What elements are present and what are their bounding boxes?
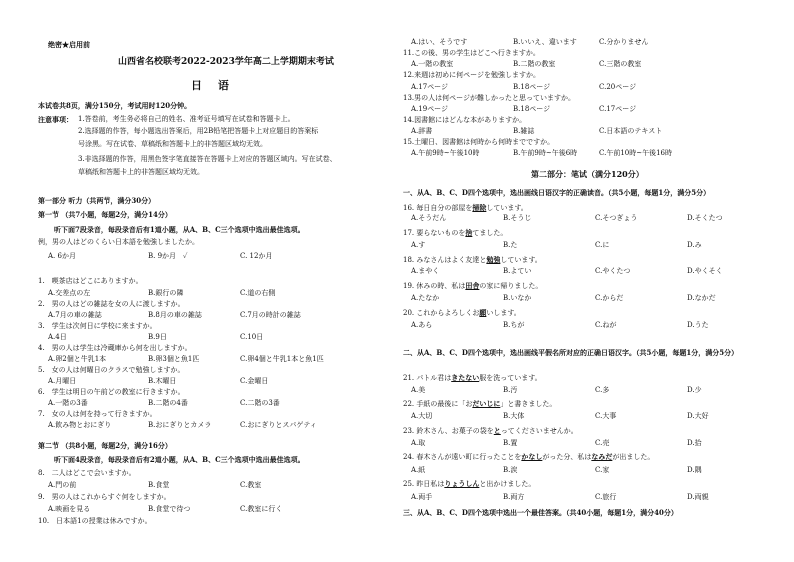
option: C.多 xyxy=(595,386,610,394)
option: A.大切 xyxy=(411,412,433,420)
sec1-instruction: 听下面7段录音，每段录音后有1道小题，从A、B、C三个选项中选出最佳选项。 xyxy=(54,225,305,234)
option: C.三階の教室 xyxy=(599,60,642,68)
option: A.卵2個と牛乳1本 xyxy=(48,355,107,363)
question: 16. 毎日自分の部屋を掃除しています。 xyxy=(403,203,528,212)
option: C.分かりません xyxy=(599,38,649,46)
option: C.旅行 xyxy=(595,493,617,501)
question: 4. 男の人は学生は冷蔵庫から何を出しますか。 xyxy=(38,344,192,352)
option: B.いいえ、違います xyxy=(513,38,577,46)
option: C.教室 xyxy=(240,481,262,489)
question: 10. 日本語1の授業は休みですか。 xyxy=(38,517,152,525)
secB-heading: 二、从A、B、C、D四个选项中，选出画线平假名所对应的正确日语汉字。（共5小题，每题1分，满分5分） xyxy=(403,348,739,357)
question: 24. 春木さんが遠い町に行ったことをかなしがった分、私はなみだが出ました。 xyxy=(403,452,655,461)
sec2-heading: 第二节 （共8小题，每题2分，满分16分） xyxy=(38,441,172,450)
option: B.卵3個と魚1匹 xyxy=(148,355,200,363)
option: A.辞書 xyxy=(411,127,433,135)
question: 13.男の人は何ページが難しかったと思っていますか。 xyxy=(403,94,575,102)
option: C.20ページ xyxy=(599,83,637,91)
option: B.二階の4番 xyxy=(148,399,188,407)
option: D.み xyxy=(687,241,702,249)
option: C.10日 xyxy=(240,333,264,341)
option: C.金曜日 xyxy=(240,377,269,385)
option: B.汚 xyxy=(503,386,518,394)
option: A.7月の車の雑誌 xyxy=(48,311,102,319)
question: 15.土曜日、図書館は何時から何時までですか。 xyxy=(403,138,555,146)
option: C.からだ xyxy=(595,294,624,302)
question: 3. 学生は次何日に学校に来ますか。 xyxy=(38,322,157,330)
question: 2. 男の人はどの雑誌を女の人に渡しますか。 xyxy=(38,300,185,308)
option: C.家 xyxy=(595,466,610,474)
question: 7. 女の人は何を持って行きますか。 xyxy=(38,410,157,418)
option: B.18ページ xyxy=(513,105,551,113)
option: D.やくそく xyxy=(687,267,723,275)
option: B.8月の車の雑誌 xyxy=(148,311,202,319)
option: D.そくたつ xyxy=(687,214,723,222)
option: D.うた xyxy=(687,321,709,329)
option: B.銀行の隣 xyxy=(148,289,184,297)
example-option: A. 6か月 xyxy=(48,252,76,260)
option: C.7月の時計の雑誌 xyxy=(240,311,301,319)
option: A.一階の教室 xyxy=(411,60,454,68)
option: C.おにぎりとスパゲティ xyxy=(240,421,317,429)
option: A.4日 xyxy=(48,333,67,341)
option: B.いなか xyxy=(503,294,532,302)
option: B.食堂で待つ xyxy=(148,505,191,513)
option: D.なかだ xyxy=(687,294,716,302)
option: A.飲み物とおにぎり xyxy=(48,421,112,429)
example-option: B. 9か月 ✓ xyxy=(148,252,188,260)
option: D.少 xyxy=(687,386,702,394)
option: C.に xyxy=(595,241,610,249)
question: 22. 手紙の最後に「おだいじに」と書きました。 xyxy=(403,399,557,408)
example-question: 例，男の人はどのくらい日本語を勉強しましたか。 xyxy=(38,238,199,246)
option: C.17ページ xyxy=(599,105,637,113)
sec1-heading: 第一节 （共7小题，每题2分，满分14分） xyxy=(38,210,172,219)
notice-line: 1.答卷前，考生务必将自己的姓名、准考证号填写在试卷和答题卡上。 xyxy=(78,115,295,123)
option: B.置 xyxy=(503,439,518,447)
option: A.紙 xyxy=(411,466,426,474)
question: 1. 喫茶店はどこにありますか。 xyxy=(38,277,143,285)
question: 23. 鈴木さん、お菓子の袋をとってくださいませんか。 xyxy=(403,426,578,435)
option: A.取 xyxy=(411,439,426,447)
notice-label: 注意事项： xyxy=(38,115,73,124)
option: C.日本語のテキスト xyxy=(599,127,663,135)
option: B.雑誌 xyxy=(513,127,535,135)
question: 21. パトル君はきたない服を洗っています。 xyxy=(403,373,542,382)
option: C.売 xyxy=(595,439,610,447)
option: B.木曜日 xyxy=(148,377,177,385)
option: A.はい、そうです xyxy=(411,38,468,46)
question: 17. 要らないものを捨てました。 xyxy=(403,228,508,237)
option: C.二階の3番 xyxy=(240,399,280,407)
option: B.二階の教室 xyxy=(513,60,556,68)
notice-line: 草稿纸和答题卡上的非答题区域均无效。 xyxy=(78,168,204,176)
question: 6. 学生は明日の午前どの教室に行きますか。 xyxy=(38,388,185,396)
option: B.両方 xyxy=(503,493,525,501)
option: B.大体 xyxy=(503,412,525,420)
sec2-instruction: 听下面4段录音，每段录音后有2道小题，从A、B、C三个选项中选出最佳选项。 xyxy=(54,455,305,464)
part2-heading: 第二部分：笔试（满分120分） xyxy=(531,169,644,179)
question: 11.この後、男の学生はどこへ行きますか。 xyxy=(403,49,540,57)
option: C.道の右側 xyxy=(240,289,276,297)
option: D.拾 xyxy=(687,439,702,447)
option: B.9日 xyxy=(148,333,167,341)
question: 25. 昨日私はりょうしんと出かけました。 xyxy=(403,479,536,488)
question: 18. みなさんはよく友達と勉強しています。 xyxy=(403,255,542,264)
option: B.涙 xyxy=(503,466,518,474)
option: B.食堂 xyxy=(148,481,170,489)
question: 20. これからよろしくお願いします。 xyxy=(403,308,521,317)
option: C.やくたつ xyxy=(595,267,631,275)
secA-heading: 一、从A、B、C、D四个选项中，选出画线日语汉字的正确读音。（共5小题，每题1分，满分5分） xyxy=(403,188,711,197)
option: C.卵4個と牛乳1本と魚1匹 xyxy=(240,355,324,363)
option: A.19ページ xyxy=(411,105,449,113)
part1-heading: 第一部分 听力（共两节，满分30分） xyxy=(38,196,156,205)
option: B.よてい xyxy=(503,267,532,275)
notice-line: 3.非选择题的作答，用黑色签字笔直接答在答题卡上对应的答题区域内。写在试卷、 xyxy=(78,155,337,163)
option: A.美 xyxy=(411,386,426,394)
question: 5. 女の人は何曜日のクラスで勉強しますか。 xyxy=(38,366,185,374)
option: A.まやく xyxy=(411,267,440,275)
option: A.たなか xyxy=(411,294,440,302)
option: D.大好 xyxy=(687,412,709,420)
option: D.隅 xyxy=(687,466,702,474)
option: A.一階の3番 xyxy=(48,399,88,407)
option: A.17ページ xyxy=(411,83,449,91)
notice-line: 2.选择题的作答，每小题选出答案后，用2B铅笔把答题卡上对应题目的答案标 xyxy=(78,127,319,135)
option: A.あら xyxy=(411,321,433,329)
option: B.そうじ xyxy=(503,214,532,222)
option: B.ちが xyxy=(503,321,525,329)
option: C.ねが xyxy=(595,321,617,329)
option: B.た xyxy=(503,241,518,249)
notice-line: 号涂黑。写在试卷、草稿纸和答题卡上的非答题区域均无效。 xyxy=(78,140,267,148)
option: C.教室に行く xyxy=(240,505,283,513)
question: 9. 男の人はこれからすぐ何をしますか。 xyxy=(38,493,171,501)
exam-info: 本试卷共8页，满分150分，考试用时120分钟。 xyxy=(38,101,192,110)
secC-heading: 三、从A、B、C、D四个选项中选出一个最佳答案。（共40小题，每题1分，满分40分） xyxy=(403,508,678,517)
example-option: C. 12か月 xyxy=(240,252,273,260)
option: C.午前10時~午後16時 xyxy=(599,149,673,157)
option: A.午前9時~午後10時 xyxy=(411,149,480,157)
option: A.門の前 xyxy=(48,481,77,489)
option: A.交差点の左 xyxy=(48,289,91,297)
option: B.18ページ xyxy=(513,83,551,91)
question: 8. 二人はどこで会いますか。 xyxy=(38,469,136,477)
option: D.両親 xyxy=(687,493,709,501)
option: B.午前9時~午後6時 xyxy=(513,149,578,157)
question: 19. 休みの時、私は田舎の家に帰りました。 xyxy=(403,281,543,290)
option: A.そうだん xyxy=(411,214,447,222)
option: A.月曜日 xyxy=(48,377,77,385)
option: B.おにぎりとカメラ xyxy=(148,421,212,429)
option: A.両手 xyxy=(411,493,433,501)
question: 12.来週は初めに何ページを勉強しますか。 xyxy=(403,71,540,79)
question: 14.図書館にはどんな本がありますか。 xyxy=(403,116,527,124)
option: A.す xyxy=(411,241,426,249)
subject-title: 日 语 xyxy=(191,79,235,92)
option: C.大事 xyxy=(595,412,617,420)
secret-label: 绝密★启用前 xyxy=(48,40,90,49)
exam-title: 山西省名校联考2022-2023学年高二上学期期末考试 xyxy=(118,57,334,67)
option: A.映画を見る xyxy=(48,505,91,513)
option: C.そつぎょう xyxy=(595,214,638,222)
